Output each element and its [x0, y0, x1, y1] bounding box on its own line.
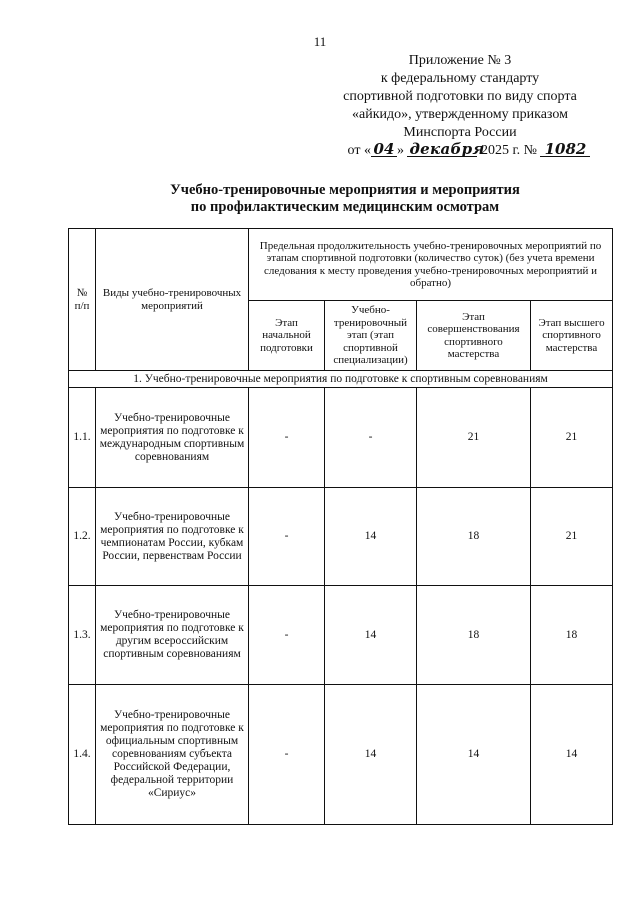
appendix-line3: спортивной подготовки по виду спорта	[343, 89, 577, 104]
table-row	[69, 586, 613, 685]
row-name: Учебно-тренировочные мероприятия по подготовке к другим всероссийским спортивным соревнованиям	[96, 586, 249, 685]
row-stage-initial: -	[249, 388, 325, 488]
row-num: 1.1.	[69, 388, 96, 488]
row-stage-improvement: 18	[417, 488, 531, 586]
appendix-line2: к федеральному стандарту	[380, 71, 540, 86]
title-line2: по профилактическим медицинским осмотрам	[190, 199, 500, 215]
row-num: 1.3.	[69, 586, 96, 685]
section-heading: 1. Учебно-тренировочные мероприятия по подготовке к спортивным соревнованиям	[69, 371, 613, 388]
table-row	[69, 388, 613, 488]
row-stage-highest: 21	[531, 388, 613, 488]
title-line1: Учебно-тренировочные мероприятия и мероприятия	[170, 182, 520, 198]
row-stage-improvement: 14	[417, 685, 531, 825]
order-prefix: от «	[347, 143, 371, 158]
row-stage-initial: -	[249, 685, 325, 825]
header-stage-initial: Этап начальной подготовки	[249, 301, 325, 371]
row-num: 1.4.	[69, 685, 96, 825]
row-stage-initial: -	[249, 586, 325, 685]
row-stage-improvement: 21	[417, 388, 531, 488]
training-events-table	[68, 228, 613, 825]
document-title	[0, 182, 640, 216]
header-stage-training: Учебно-тренировочный этап (этап спортивной специализации)	[325, 301, 417, 371]
appendix-header	[310, 52, 610, 160]
row-stage-highest: 14	[531, 685, 613, 825]
order-line	[328, 142, 610, 160]
row-stage-improvement: 18	[417, 586, 531, 685]
row-name: Учебно-тренировочные мероприятия по подготовке к официальным спортивным соревнованиям субъекта Российской Федерации, федеральной территории «Сириус»	[96, 685, 249, 825]
row-stage-highest: 18	[531, 586, 613, 685]
order-day: 04	[371, 142, 397, 157]
header-stage-highest: Этап высшего спортивного мастерства	[531, 301, 613, 371]
appendix-line1: Приложение № 3	[408, 53, 512, 68]
page-number: 11	[313, 34, 327, 49]
header-stage-improvement: Этап совершенствования спортивного мастерства	[417, 301, 531, 371]
appendix-line5: Минспорта России	[403, 125, 517, 140]
row-num: 1.2.	[69, 488, 96, 586]
table-row	[69, 685, 613, 825]
row-stage-training: 14	[325, 685, 417, 825]
table-row	[69, 488, 613, 586]
header-types: Виды учебно-тренировочных мероприятий	[96, 229, 249, 371]
header-num: № п/п	[69, 229, 96, 371]
row-stage-highest: 21	[531, 488, 613, 586]
appendix-line4: «айкидо», утвержденному приказом	[352, 107, 568, 122]
row-stage-initial: -	[249, 488, 325, 586]
row-stage-training: -	[325, 388, 417, 488]
header-duration: Предельная продолжительность учебно-тренировочных мероприятий по этапам спортивной подготовки (количество суток) (без учета времени следования к месту проведения учебно-тренировочных мероприятий и обратно)	[249, 229, 613, 301]
row-name: Учебно-тренировочные мероприятия по подготовке к международным спортивным соревнованиям	[96, 388, 249, 488]
row-name: Учебно-тренировочные мероприятия по подготовке к чемпионатам России, кубкам России, первенствам России	[96, 488, 249, 586]
order-quote-close: »	[396, 143, 404, 158]
order-number: 1082	[540, 142, 590, 157]
row-stage-training: 14	[325, 586, 417, 685]
row-stage-training: 14	[325, 488, 417, 586]
order-year: 2025 г. №	[480, 143, 537, 158]
order-month: декабря	[409, 140, 485, 158]
